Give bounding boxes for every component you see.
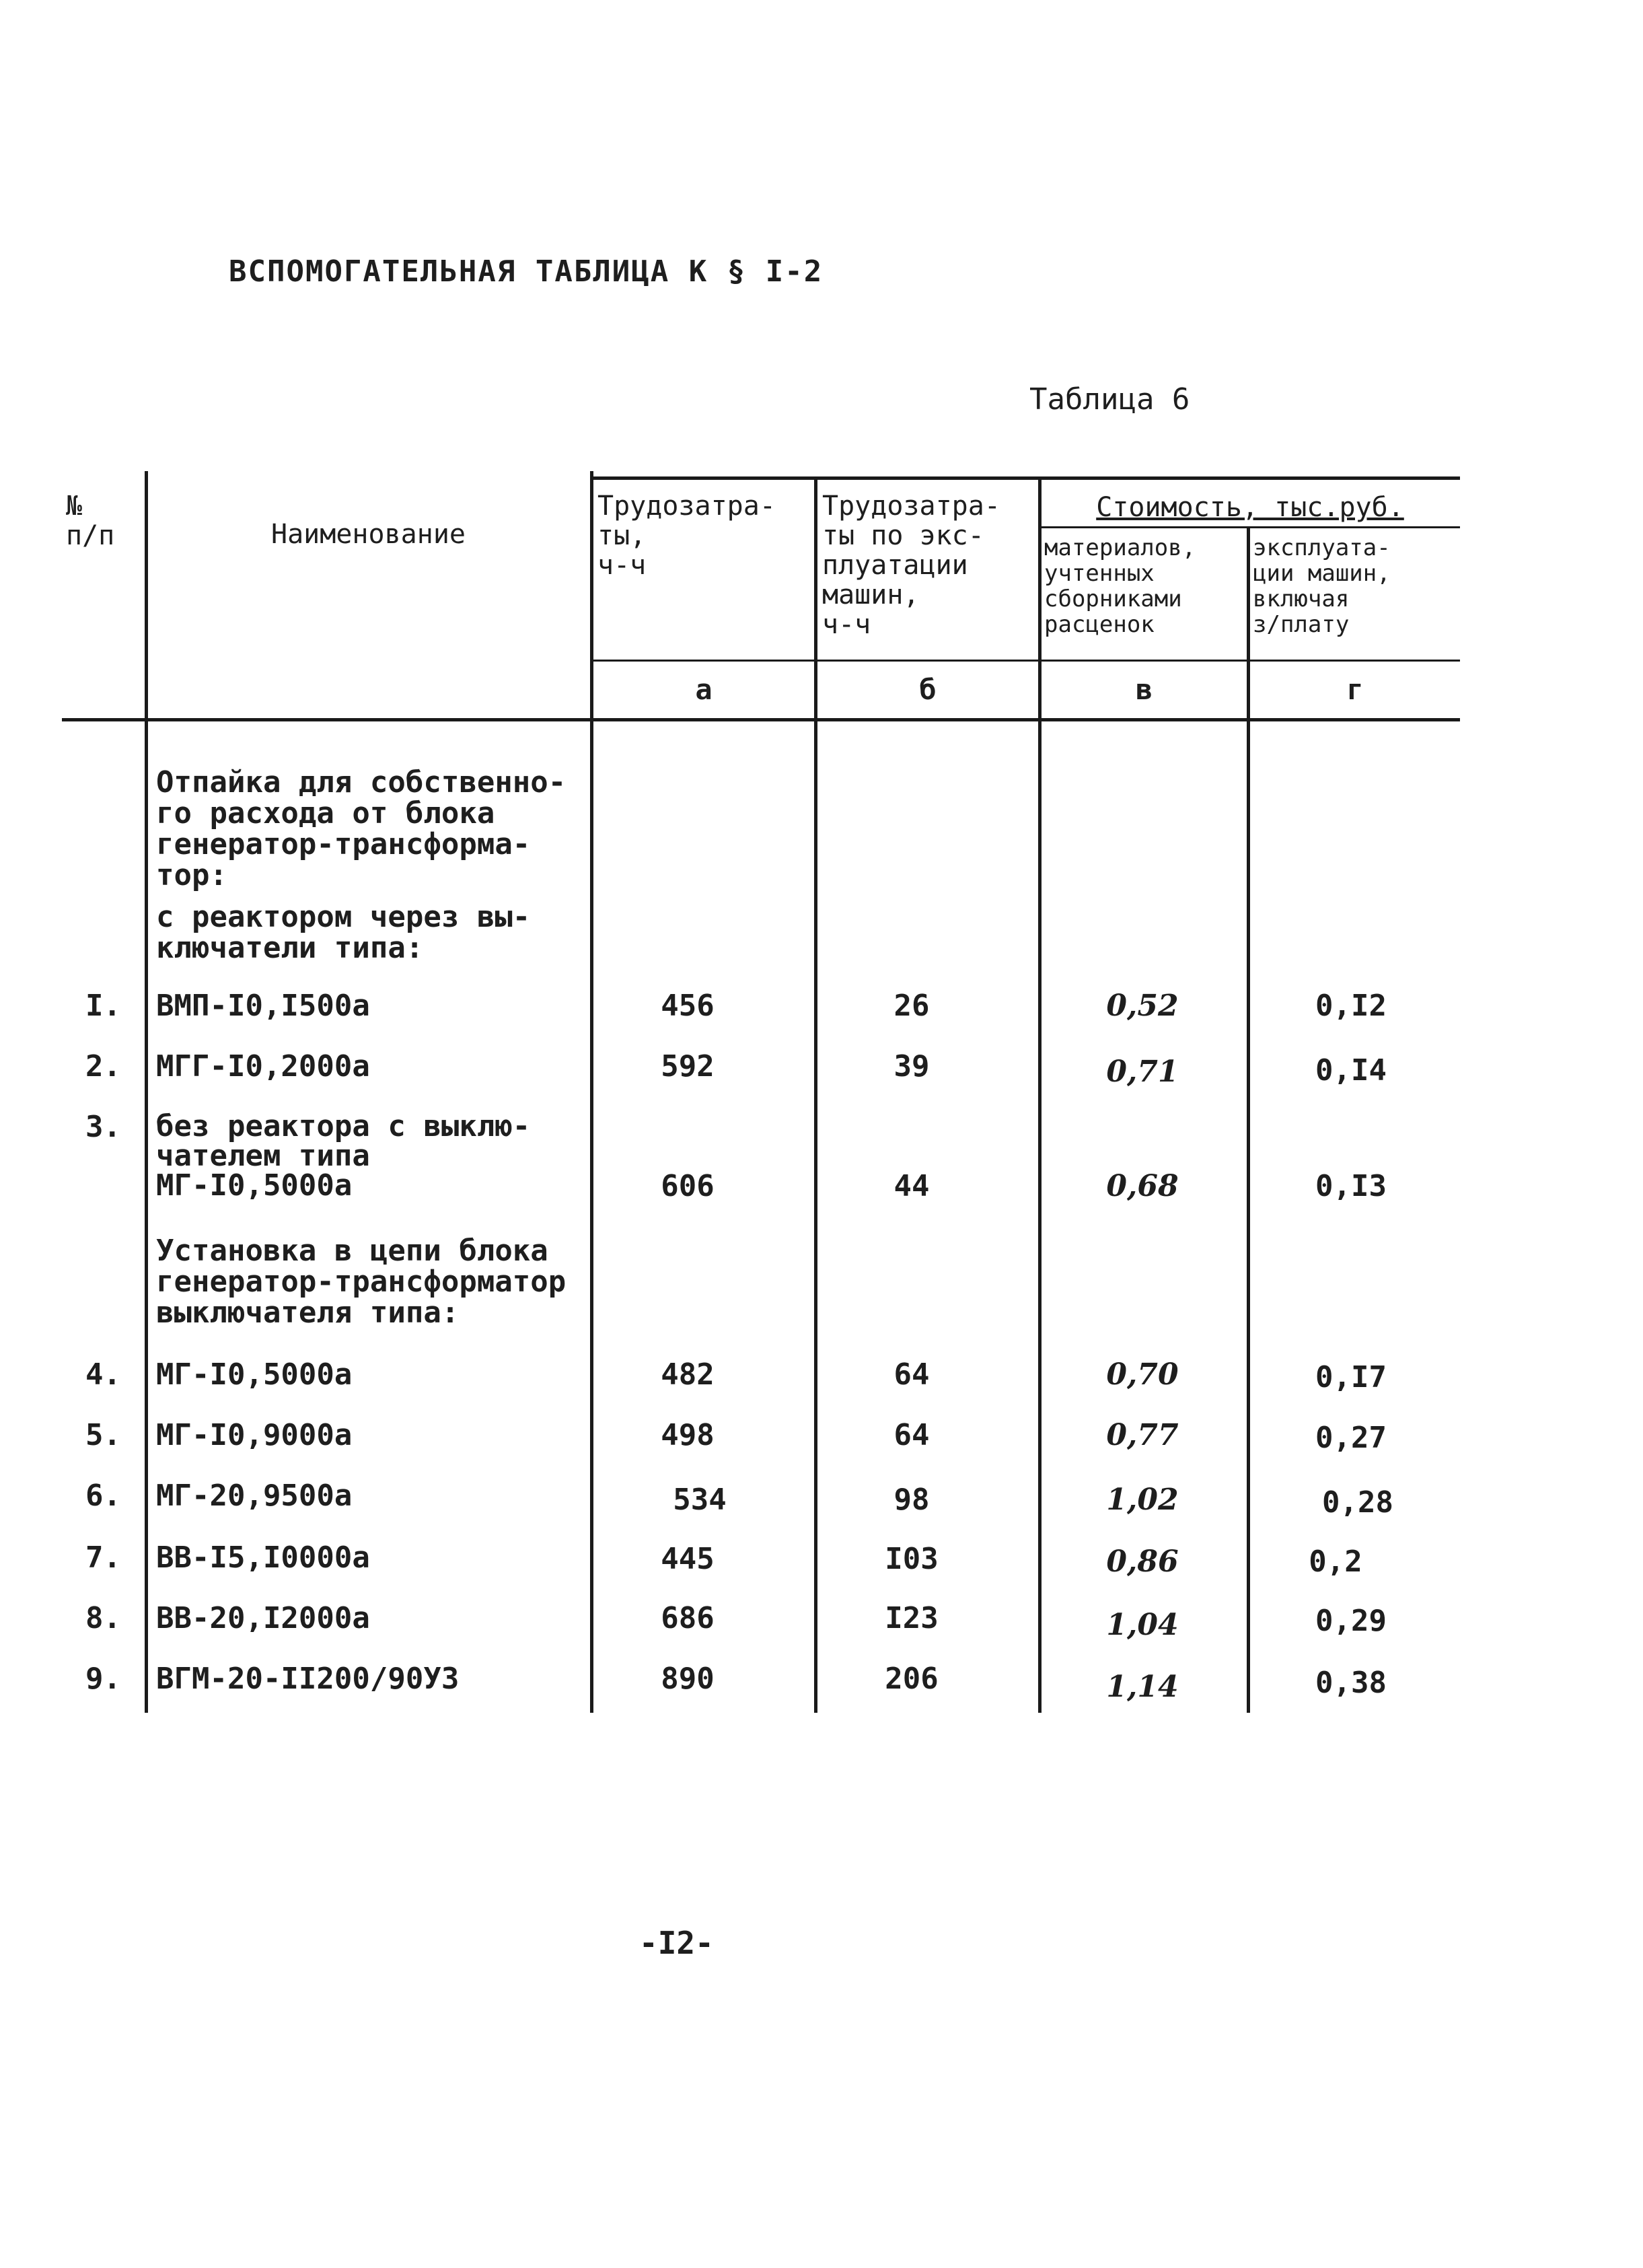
table-label: Таблица 6 [1029,382,1190,417]
value-v: 1,04 [1106,1608,1179,1642]
value-g: 0,28 [1322,1485,1393,1520]
value-a: 482 [661,1357,715,1392]
value-b: 64 [893,1357,930,1392]
value-v: 0,71 [1106,1055,1179,1089]
row-number: 7. [85,1540,121,1575]
value-a: 592 [661,1049,715,1084]
value-g: 0,I4 [1315,1053,1387,1088]
header-num: № п/п [66,491,115,551]
value-b: 44 [893,1169,930,1203]
value-b: 98 [893,1483,930,1517]
letter-g: г [1346,673,1364,706]
row-name: МГ-20,9500а [156,1479,353,1513]
section-heading: Установка в цепи блока генератор-трансформатор выключателя типа: [156,1234,567,1330]
col-divider-1 [145,471,148,1713]
value-g: 0,38 [1315,1666,1387,1700]
row-name: ВВ-I5,I0000а [156,1540,370,1575]
col-divider-3 [814,476,817,1713]
header-col-v: материалов, учтенных сборниками расценок [1044,534,1196,638]
letter-a: а [695,673,713,706]
value-v: 0,70 [1106,1357,1179,1392]
row-number: 3. [85,1110,121,1144]
value-g: 0,I3 [1315,1169,1387,1203]
value-a: 890 [661,1662,715,1696]
value-a: 456 [661,989,715,1023]
letters-top-line [592,660,1460,662]
value-g: 0,29 [1315,1604,1387,1638]
value-b: 64 [893,1418,930,1452]
document-title: ВСПОМОГАТЕЛЬНАЯ ТАБЛИЦА К § I-2 [229,254,824,289]
value-b: 26 [893,989,930,1023]
row-name: МГ-I0,9000а [156,1418,353,1452]
value-b: 206 [885,1662,939,1696]
value-g: 0,I7 [1315,1360,1387,1394]
row-number: 4. [85,1357,121,1392]
row-name: без реактора с выклю- чателем типа МГ-I0,5000а [156,1109,531,1203]
row-name: ВГМ-20-II200/90У3 [156,1662,460,1696]
header-col-g: эксплуата- ции машин, включая з/плату [1253,534,1391,638]
value-v: 1,14 [1106,1670,1179,1704]
value-v: 0,52 [1106,989,1179,1023]
value-a: 686 [661,1601,715,1635]
page-number: -I2- [639,1925,714,1961]
row-name: МГГ-I0,2000а [156,1049,370,1084]
value-b: 39 [893,1049,930,1084]
table-top-border [592,476,1460,480]
value-g: 0,2 [1309,1545,1362,1579]
header-col-b: Трудозатра- ты по экс- плуатации машин, ч-ч [822,491,1000,640]
row-number: 2. [85,1049,121,1084]
header-cost-group: Стоимость, тыс.руб. [1096,492,1404,523]
col-divider-4 [1038,476,1042,1713]
value-b: I03 [885,1542,939,1576]
letter-b: б [919,673,937,706]
value-a: 606 [661,1169,715,1203]
row-number: 9. [85,1662,121,1696]
value-b: I23 [885,1601,939,1635]
section-heading: с реактором через вы- ключатели типа: [156,900,531,965]
value-v: 0,86 [1106,1545,1179,1579]
value-a: 534 [673,1483,727,1517]
row-name: ВВ-20,I2000а [156,1601,370,1635]
value-v: 1,02 [1106,1483,1179,1517]
row-number: 8. [85,1601,121,1635]
row-number: I. [85,989,121,1023]
header-name: Наименование [271,519,466,550]
header-col-a: Трудозатра- ты, ч-ч [597,491,776,581]
letter-v: в [1135,673,1153,706]
value-a: 445 [661,1542,715,1576]
value-a: 498 [661,1418,715,1452]
header-bottom-border [62,718,1460,721]
section-heading: Отпайка для собственно- го расхода от блока генератор-трансформа- тор: [156,765,567,892]
row-number: 5. [85,1418,121,1452]
row-name: МГ-I0,5000а [156,1357,353,1392]
row-number: 6. [85,1479,121,1513]
value-g: 0,I2 [1315,989,1387,1023]
value-g: 0,27 [1315,1421,1387,1455]
col-divider-2 [590,471,593,1713]
row-name: ВМП-I0,I500а [156,989,370,1023]
value-v: 0,77 [1106,1418,1179,1452]
value-v: 0,68 [1106,1169,1179,1203]
